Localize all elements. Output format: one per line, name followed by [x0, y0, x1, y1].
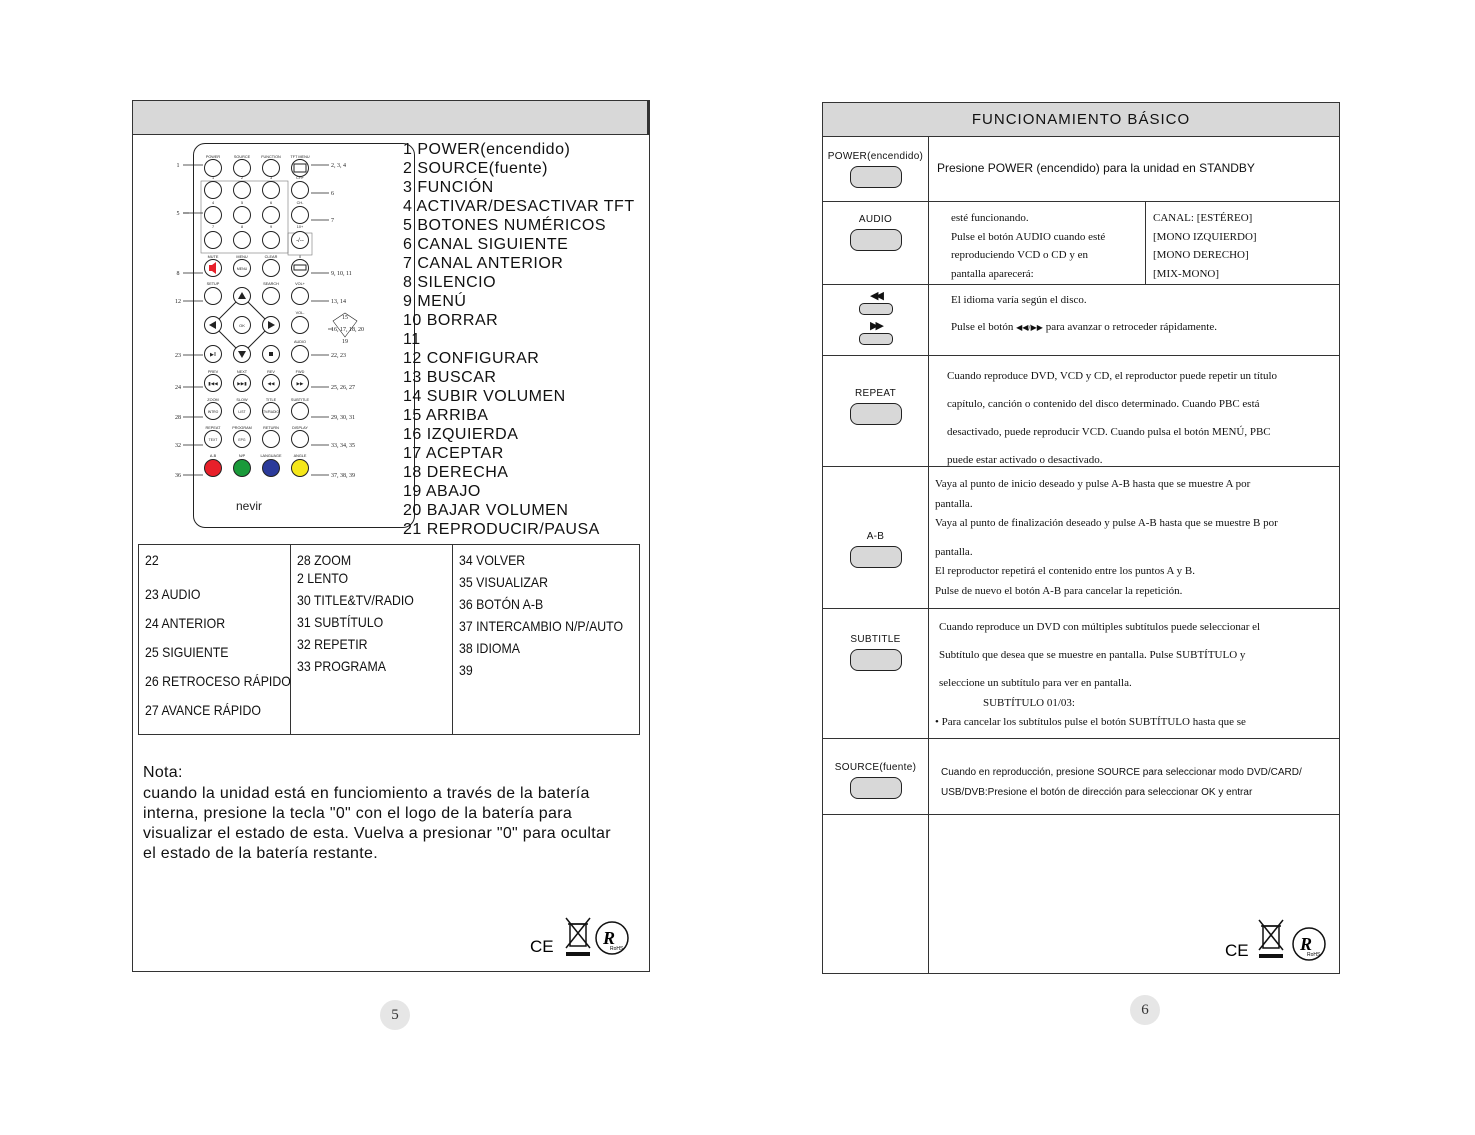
ab-button-icon — [850, 546, 902, 568]
play-pause-icon: ▶‖ — [210, 352, 216, 358]
callout-number: 19 — [342, 339, 348, 345]
function-item: 5 BOTONES NUMÉRICOS — [403, 217, 607, 234]
right-page — [822, 102, 1340, 974]
menu-key-text: MENU — [236, 267, 248, 271]
repeat-description — [947, 362, 1277, 474]
repeat-button-icon — [850, 403, 902, 425]
audio-lines-line: pantalla aparecerá: — [951, 267, 1034, 280]
subtitle-lines-line: Subtítulo que desea que se muestre en pantalla. Pulse SUBTÍTULO y — [939, 649, 1246, 661]
ce-mark-icon: CE — [1225, 941, 1249, 960]
legend-entry: 32 REPETIR — [297, 636, 368, 652]
remote-key-label: MUTE — [207, 255, 219, 259]
ab-description — [935, 475, 1335, 601]
legend-column-2 — [291, 545, 453, 734]
remote-key-label: SLOW — [236, 398, 248, 402]
legend-column-3 — [453, 545, 639, 734]
remote-key-inner: LIST — [238, 410, 246, 414]
remote-key-label: SOURCE — [233, 155, 251, 159]
subtitle-description — [939, 613, 1260, 697]
subtitle-lines-line: Cuando reproduce un DVD con múltiples subtítulos puede seleccionar el — [939, 621, 1261, 633]
function-item: 18 DERECHA — [403, 464, 509, 481]
note-lines-line: cuando la unidad está en funciomiento a través de la batería — [143, 785, 590, 802]
svg-text:R: R — [1300, 934, 1313, 954]
callout-number: 1 — [176, 163, 180, 169]
remote-key-label: 0 — [298, 255, 302, 259]
transport-icon: ◀◀ — [267, 381, 275, 386]
remote-key-label: POWER — [205, 155, 221, 159]
function-item: 7 CANAL ANTERIOR — [403, 255, 564, 272]
function-item: 2 SOURCE(fuente) — [403, 160, 548, 177]
remote-key-label: NEXT — [236, 370, 248, 374]
audio-channels-line: [MONO IZQUIERDO] — [1153, 230, 1257, 243]
legend-entry: 37 INTERCAMBIO N/P/AUTO — [459, 618, 624, 634]
callout-number: 37, 38, 39 — [331, 473, 355, 479]
function-item: 3 FUNCIÓN — [403, 179, 494, 196]
remote-key-label: MENU — [236, 255, 248, 259]
left-page-header — [133, 101, 649, 135]
legend-entry: 31 SUBTÍTULO — [297, 614, 384, 630]
legend-column-1 — [139, 545, 291, 734]
legend-entry: 35 VISUALIZAR — [459, 574, 549, 590]
subtitle-lines-line: seleccione un subtítulo para ver en pantalla. — [939, 677, 1132, 689]
legend-entry: 26 RETROCESO RÁPIDO — [145, 673, 291, 689]
repeat-button-cell — [823, 388, 928, 430]
ab-lines-line: pantalla. — [935, 545, 973, 558]
remote-key-label: VOL- — [295, 311, 305, 315]
function-item: 4 ACTIVAR/DESACTIVAR TFT — [403, 198, 635, 215]
page-number-right: 6 — [1130, 995, 1160, 1025]
skip-line-2: Pulse el botón ◀◀/▶▶ para avanzar o retroceder rápidamente. — [951, 321, 1217, 333]
remote-key-label: PROGRAM — [232, 426, 252, 430]
function-item: 20 BAJAR VOLUMEN — [403, 502, 569, 519]
audio-inner-divider — [1145, 201, 1146, 284]
callout-number: 13, 14 — [331, 299, 346, 305]
repeat-lines-line: Cuando reproduce DVD, VCD y CD, el reproductor puede repetir un título — [947, 370, 1278, 382]
power-description: Presione POWER (encendido) para la unidad en STANDBY — [937, 161, 1255, 175]
skip-line-1: El idioma varía según el disco. — [951, 294, 1087, 306]
callout-number: 2, 3, 4 — [331, 163, 346, 169]
remote-key-label: FUNCTION — [261, 155, 281, 159]
ab-lines-line: Vaya al punto de inicio deseado y pulse A-B hasta que se muestre A por — [935, 478, 1251, 490]
note-lines-line: visualizar el estado de esta. Vuelva a presionar "0" para ocultar — [143, 825, 611, 842]
remote-key-inner: TEXT — [208, 438, 218, 442]
callout-number: 8 — [176, 271, 180, 277]
note-lines-line: el estado de la batería restante. — [143, 845, 378, 862]
note-body — [143, 784, 643, 864]
legend-entry: 38 IDIOMA — [459, 640, 520, 656]
function-item: 10 BORRAR — [403, 312, 499, 329]
svg-text:RoHS: RoHS — [1307, 952, 1321, 958]
remote-key-label: 8 — [240, 225, 244, 229]
ok-label: OK — [239, 323, 245, 328]
legend-entry: 22 — [145, 552, 159, 568]
callout-number: 7 — [331, 218, 334, 224]
legend-entry: 34 VOLVER — [459, 552, 526, 568]
source-button-cell — [823, 762, 928, 804]
callout-number: 23 — [175, 353, 181, 359]
audio-button-cell — [823, 214, 928, 256]
subtitle-display-example: SUBTÍTULO 01/03: — [983, 697, 1075, 709]
certification-marks-right — [1223, 916, 1333, 969]
audio-lines-line: Pulse el botón AUDIO cuando esté — [951, 230, 1106, 243]
remote-key-label: ZOOM — [207, 398, 219, 402]
function-item: 11 — [403, 331, 421, 348]
function-item: 9 MENÚ — [403, 293, 467, 310]
rewind-button-icon — [859, 303, 893, 315]
remote-key-label: REPEAT — [205, 426, 221, 430]
transport-icon: ▶▶▮ — [237, 381, 247, 386]
remote-key-label: VOL+ — [295, 282, 305, 286]
callout-number: 22, 23 — [331, 353, 346, 359]
legend-entry: 24 ANTERIOR — [145, 615, 226, 631]
remote-key-label: ANGLE — [293, 454, 307, 458]
remote-key-label: CH- — [296, 201, 304, 205]
power-button-icon — [850, 166, 902, 188]
column-divider — [928, 137, 929, 974]
callout-number: 28 — [175, 415, 181, 421]
remote-key-label: 7 — [211, 225, 215, 229]
subtitle-button-cell — [823, 634, 928, 676]
left-page — [132, 100, 650, 972]
ab-button-cell — [823, 531, 928, 573]
source-description — [941, 763, 1302, 803]
legend-entry: 2 LENTO — [297, 570, 349, 586]
remote-key-label: CLEAR — [264, 255, 278, 259]
audio-channels-line: CANAL: [ESTÉREO] — [1153, 212, 1253, 224]
ab-lines-line: Vaya al punto de finalización deseado y pulse A-B hasta que se muestre B por — [935, 517, 1278, 529]
remote-key-label: SETUP — [206, 282, 220, 286]
source-lines-line: Cuando en reproducción, presione SOURCE para seleccionar modo DVD/CARD/ — [941, 767, 1302, 778]
audio-channels — [1153, 209, 1257, 283]
audio-label: AUDIO — [858, 214, 893, 225]
callout-number: 15 — [342, 315, 348, 321]
skip-buttons-cell — [823, 291, 928, 350]
callout-number: 33, 34, 35 — [331, 443, 355, 449]
audio-button-icon — [850, 229, 902, 251]
remote-key-label: FWD — [295, 370, 305, 374]
repeat-label: REPEAT — [854, 388, 897, 399]
weee-bin-icon — [1259, 920, 1283, 958]
audio-channels-line: [MONO DERECHO] — [1153, 249, 1249, 261]
remote-key-label: 4 — [211, 201, 215, 205]
legend-entry: 30 TITLE&TV/RADIO — [297, 592, 414, 608]
function-item: 19 ABAJO — [403, 483, 481, 500]
remote-key-label: DISPLAY — [292, 426, 308, 430]
remote-key-label: TITLE — [265, 398, 277, 402]
transport-icon: ▶▶ — [296, 381, 304, 386]
function-list — [403, 140, 635, 539]
ab-lines-line: Pulse de nuevo el botón A-B para cancelar la repetición. — [935, 584, 1183, 597]
function-item: 1 POWER(encendido) — [403, 141, 571, 158]
svg-text:R: R — [603, 928, 616, 948]
audio-lines-line: reproduciendo VCD o CD y en — [951, 249, 1088, 261]
remote-key-label: 10+ — [296, 225, 304, 229]
remote-key-label: RETURN — [263, 426, 279, 430]
source-lines-line: USB/DVB:Presione el botón de dirección para seleccionar OK y entrar — [941, 787, 1253, 798]
callout-number: 29, 30, 31 — [331, 415, 355, 421]
note-title: Nota: — [143, 764, 183, 781]
remote-key-label: 9 — [269, 225, 273, 229]
repeat-lines-line: desactivado, puede reproducir VCD. Cuando pulsa el botón MENÚ, PBC — [947, 426, 1271, 438]
source-label: SOURCE(fuente) — [834, 762, 917, 773]
callout-number: 9, 10, 11 — [331, 271, 352, 277]
callout-number: 24 — [175, 385, 181, 391]
forward-button-icon — [859, 333, 893, 345]
forward-icon: ▶▶ — [870, 320, 881, 332]
callout-number: 32 — [175, 443, 181, 449]
power-label: POWER(encendido) — [827, 151, 924, 162]
ab-lines-line: El reproductor repetirá el contenido entre los puntos A y B. — [935, 565, 1195, 577]
function-item: 14 SUBIR VOLUMEN — [403, 388, 566, 405]
remote-key-label: N/P — [238, 454, 246, 458]
remote-key-inner: INTRO — [207, 410, 219, 414]
callout-number: 25, 26, 27 — [331, 385, 355, 391]
remote-key-label: REV — [267, 370, 275, 374]
rohs-icon — [1293, 928, 1325, 960]
callout-number: 5 — [176, 211, 180, 217]
legend-entry: 28 ZOOM — [297, 552, 352, 568]
function-item: 12 CONFIGURAR — [403, 350, 540, 367]
rohs-icon — [596, 922, 628, 954]
remote-key-label: LANGUAGE — [260, 454, 282, 458]
transport-icon: ▮◀◀ — [208, 381, 218, 386]
subtitle-label: SUBTITLE — [850, 634, 901, 645]
remote-key-label: AUDIO — [293, 340, 307, 344]
function-item: 17 ACEPTAR — [403, 445, 504, 462]
tenplus-symbol: -/-- — [296, 238, 304, 244]
legend-entry: 39 — [459, 662, 473, 678]
remote-key-label: SEARCH — [263, 282, 279, 286]
function-item: 16 IZQUIERDA — [403, 426, 519, 443]
ab-lines-line: pantalla. — [935, 497, 973, 510]
ce-mark-icon: CE — [530, 937, 554, 956]
remote-key-label: 5 — [240, 201, 244, 205]
subtitle-cancel-note: • Para cancelar los subtítulos pulse el botón SUBTÍTULO hasta que se — [935, 716, 1246, 728]
note-lines-line: interna, presione la tecla "0" con el logo de la batería para — [143, 805, 573, 822]
weee-bin-icon — [566, 918, 590, 956]
remote-key-label: 3 — [269, 176, 273, 180]
certification-marks — [528, 914, 638, 967]
function-item: 6 CANAL SIGUIENTE — [403, 236, 569, 253]
legend-entry: 33 PROGRAMA — [297, 658, 387, 674]
power-button-cell — [823, 151, 928, 193]
function-item: 21 REPRODUCIR/PAUSA — [403, 521, 600, 538]
audio-lines-line: esté funcionando. — [951, 212, 1029, 224]
legend-entry: 25 SIGUIENTE — [145, 644, 229, 660]
repeat-lines-line: capítulo, canción o contenido del disco determinado. Cuando PBC está — [947, 398, 1260, 410]
callout-number: 36 — [175, 473, 181, 479]
legend-entry: 36 BOTÓN A-B — [459, 596, 544, 612]
remote-key-label: A-B — [209, 454, 217, 458]
remote-key-label: 2 — [240, 176, 244, 180]
remote-key-label: 1 — [211, 176, 215, 180]
callout-number: 6 — [331, 191, 334, 197]
remote-callouts — [133, 135, 403, 535]
remote-key-label: PREV — [207, 370, 219, 374]
source-button-icon — [850, 777, 902, 799]
repeat-lines-line: puede estar activado o desactivado. — [947, 454, 1103, 466]
function-item: 13 BUSCAR — [403, 369, 497, 386]
remote-key-inner: TV/RADIO — [262, 410, 280, 414]
svg-text:RoHS: RoHS — [610, 946, 624, 952]
subtitle-button-icon — [850, 649, 902, 671]
right-page-title: FUNCIONAMIENTO BÁSICO — [823, 103, 1339, 137]
legend-entry: 23 AUDIO — [145, 586, 201, 602]
legend-entry: 27 AVANCE RÁPIDO — [145, 702, 261, 718]
remote-key-inner: EPG — [238, 438, 246, 442]
page-number-left: 5 — [380, 1000, 410, 1030]
legend-table — [138, 544, 640, 735]
audio-description — [951, 209, 1105, 283]
remote-key-label: 6 — [269, 201, 273, 205]
ab-label: A-B — [866, 531, 885, 542]
battery-note — [143, 763, 643, 864]
audio-channels-line: [MIX-MONO] — [1153, 267, 1219, 280]
function-item: 15 ARRIBA — [403, 407, 489, 424]
remote-key-label: SUBTITLE — [290, 398, 310, 402]
remote-key-label: CH+ — [296, 176, 304, 180]
callout-number: 16, 17, 18, 20 — [331, 327, 364, 333]
remote-key-label: TFT MENU — [290, 155, 310, 159]
callout-number: 12 — [175, 299, 181, 305]
function-item: 8 SILENCIO — [403, 274, 497, 291]
rewind-icon: ◀◀ — [870, 290, 881, 302]
brand-logo: nevir — [235, 499, 263, 513]
